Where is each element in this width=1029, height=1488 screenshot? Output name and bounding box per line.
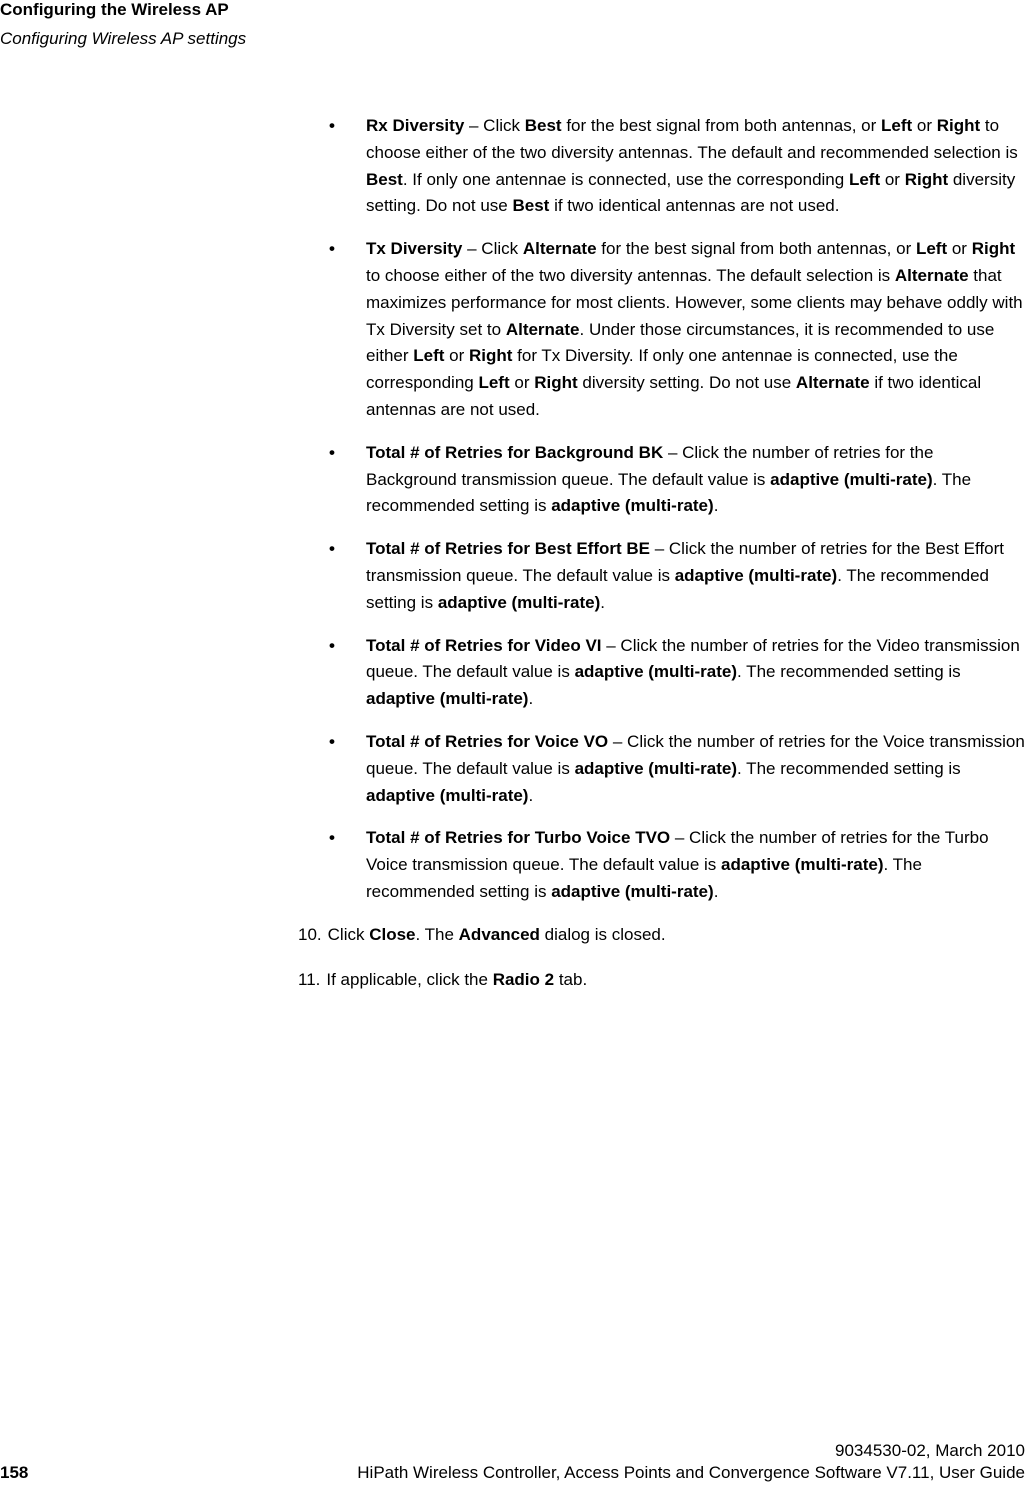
bold-term: Rx Diversity [366, 116, 465, 135]
text-run: or [947, 239, 972, 259]
bold-term: adaptive (multi-rate) [366, 689, 529, 709]
text-run: . [600, 592, 606, 612]
bold-term: Total # of Retries for Best Effort BE [366, 539, 650, 559]
text-run: or [880, 169, 905, 189]
step-number: 10. [298, 924, 322, 944]
text-run: . The recommended setting is [737, 662, 961, 682]
bold-term: Radio 2 [492, 969, 555, 989]
text-run: . [528, 785, 534, 805]
bold-term: Right [534, 373, 578, 393]
bold-term: adaptive (multi-rate) [551, 881, 714, 901]
text-run: diversity setting. Do not use [366, 169, 1016, 216]
bold-term: Advanced [458, 924, 540, 944]
step-item [0, 967, 1029, 994]
text-run: – Click [462, 239, 523, 259]
bullet-item [0, 236, 1029, 424]
bold-term: Right [468, 346, 513, 366]
bold-term: Alternate [894, 265, 969, 285]
bullet-list [0, 113, 1029, 906]
text-run: or [912, 116, 937, 135]
bold-term: Alternate [505, 319, 580, 339]
text-run: or [509, 373, 535, 393]
bullet-item [0, 113, 1029, 220]
text-run: for the best signal from both antennas, or [596, 239, 916, 259]
bold-term: Close [369, 924, 416, 944]
bullet-item [0, 825, 1029, 905]
bullet-dot-icon: • [329, 635, 335, 655]
bold-term: Alternate [795, 373, 870, 393]
text-run: for the best signal from both antennas, or [561, 116, 882, 135]
text-run: to choose either of the two diversity antennas. The default and recommended selection is [366, 116, 1018, 162]
text-run: . [528, 689, 534, 709]
bold-term: Total # of Retries for Turbo Voice TVO [366, 828, 671, 848]
text-run: Click [327, 924, 370, 944]
step-item [0, 922, 1029, 949]
bullet-item [0, 729, 1029, 809]
text-run: for Tx Diversity. If only one antennae is connected, use the corresponding [366, 346, 958, 393]
bold-term: Tx Diversity [366, 239, 463, 259]
bold-term: Right [971, 239, 1016, 259]
doc-title: HiPath Wireless Controller, Access Points and Convergence Software V7.11, User Guide [357, 1463, 1025, 1482]
bold-term: adaptive (multi-rate) [674, 565, 838, 585]
chapter-title: Configuring the Wireless AP [0, 0, 229, 19]
text-run: to choose either of the two diversity antennas. The default selection is [366, 265, 895, 285]
bullet-item [0, 536, 1029, 616]
bold-term: adaptive (multi-rate) [721, 855, 884, 875]
text-run: . The [415, 924, 459, 944]
text-run: – Click the number of retries for the Turbo Voice transmission queue. The default value is [366, 828, 989, 875]
bold-term: Left [915, 239, 948, 259]
bold-term: Best [366, 169, 403, 189]
bold-term: Total # of Retries for Video VI [366, 635, 602, 655]
step-list [0, 922, 1029, 994]
text-run: that maximizes performance for most clients. However, some clients may behave oddly with Tx Diversity set to [366, 265, 1023, 339]
bold-term: adaptive (multi-rate) [770, 469, 933, 489]
bold-term: adaptive (multi-rate) [437, 592, 601, 612]
bullet-dot-icon: • [329, 239, 335, 259]
page-footer [0, 1440, 1025, 1484]
text-run: diversity setting. Do not use [577, 373, 796, 393]
step-number: 11. [298, 969, 321, 989]
text-run: – Click [464, 116, 525, 135]
text-run: – Click the number of retries for the Background transmission queue. The default value is [366, 442, 934, 489]
text-run: . The recommended setting is [366, 469, 972, 516]
bullet-dot-icon: • [329, 442, 335, 462]
text-run: if two identical antennas are not used. [366, 373, 982, 419]
bold-term: Left [413, 346, 445, 366]
text-run: if two identical antennas are not used. [549, 196, 840, 216]
bullet-item [0, 633, 1029, 713]
bullet-dot-icon: • [329, 731, 335, 751]
text-run: . The recommended setting is [366, 855, 922, 901]
page-number: 158 [0, 1463, 29, 1482]
bold-term: Left [881, 116, 913, 135]
bullet-dot-icon: • [329, 116, 335, 135]
bold-term: Best [524, 116, 562, 135]
bullet-item [0, 440, 1029, 520]
bold-term: Total # of Retries for Voice VO [366, 731, 609, 751]
text-run: or [444, 346, 469, 366]
bold-term: adaptive (multi-rate) [574, 662, 738, 682]
bold-term: adaptive (multi-rate) [366, 785, 529, 805]
bold-term: Left [478, 373, 510, 393]
text-run: dialog is closed. [539, 924, 666, 944]
bold-term: Left [848, 169, 881, 189]
text-run: If applicable, click the [326, 969, 493, 989]
footer-row [0, 1462, 1025, 1484]
doc-id-date: 9034530-02, March 2010 [835, 1441, 1025, 1460]
text-run: . [713, 496, 719, 516]
text-run: tab. [554, 969, 588, 989]
bold-term: Right [904, 169, 949, 189]
bold-term: adaptive (multi-rate) [551, 496, 714, 516]
page-header [0, 0, 246, 49]
bold-term: adaptive (multi-rate) [574, 758, 738, 778]
bullet-dot-icon: • [329, 539, 335, 559]
text-run: . [713, 881, 719, 901]
bold-term: Right [936, 116, 981, 135]
text-run: – Click the number of retries for the Best Effort transmission queue. The default value is [366, 539, 1005, 585]
main-content [0, 113, 1029, 1011]
text-run: . The recommended setting is [737, 758, 961, 778]
section-title: Configuring Wireless AP settings [0, 29, 247, 48]
text-run: – Click the number of retries for the Video transmission queue. The default value is [366, 635, 1020, 682]
bold-term: Alternate [522, 239, 597, 259]
text-run: – Click the number of retries for the Voice transmission queue. The default value is [366, 731, 1025, 778]
bold-term: Best [512, 196, 550, 216]
text-run: . If only one antennae is connected, use the corresponding [402, 169, 849, 189]
text-run: . The recommended setting is [366, 565, 990, 612]
text-run: . Under those circumstances, it is recommended to use either [366, 319, 995, 366]
bold-term: Total # of Retries for Background BK [366, 442, 664, 462]
bullet-dot-icon: • [329, 828, 335, 848]
